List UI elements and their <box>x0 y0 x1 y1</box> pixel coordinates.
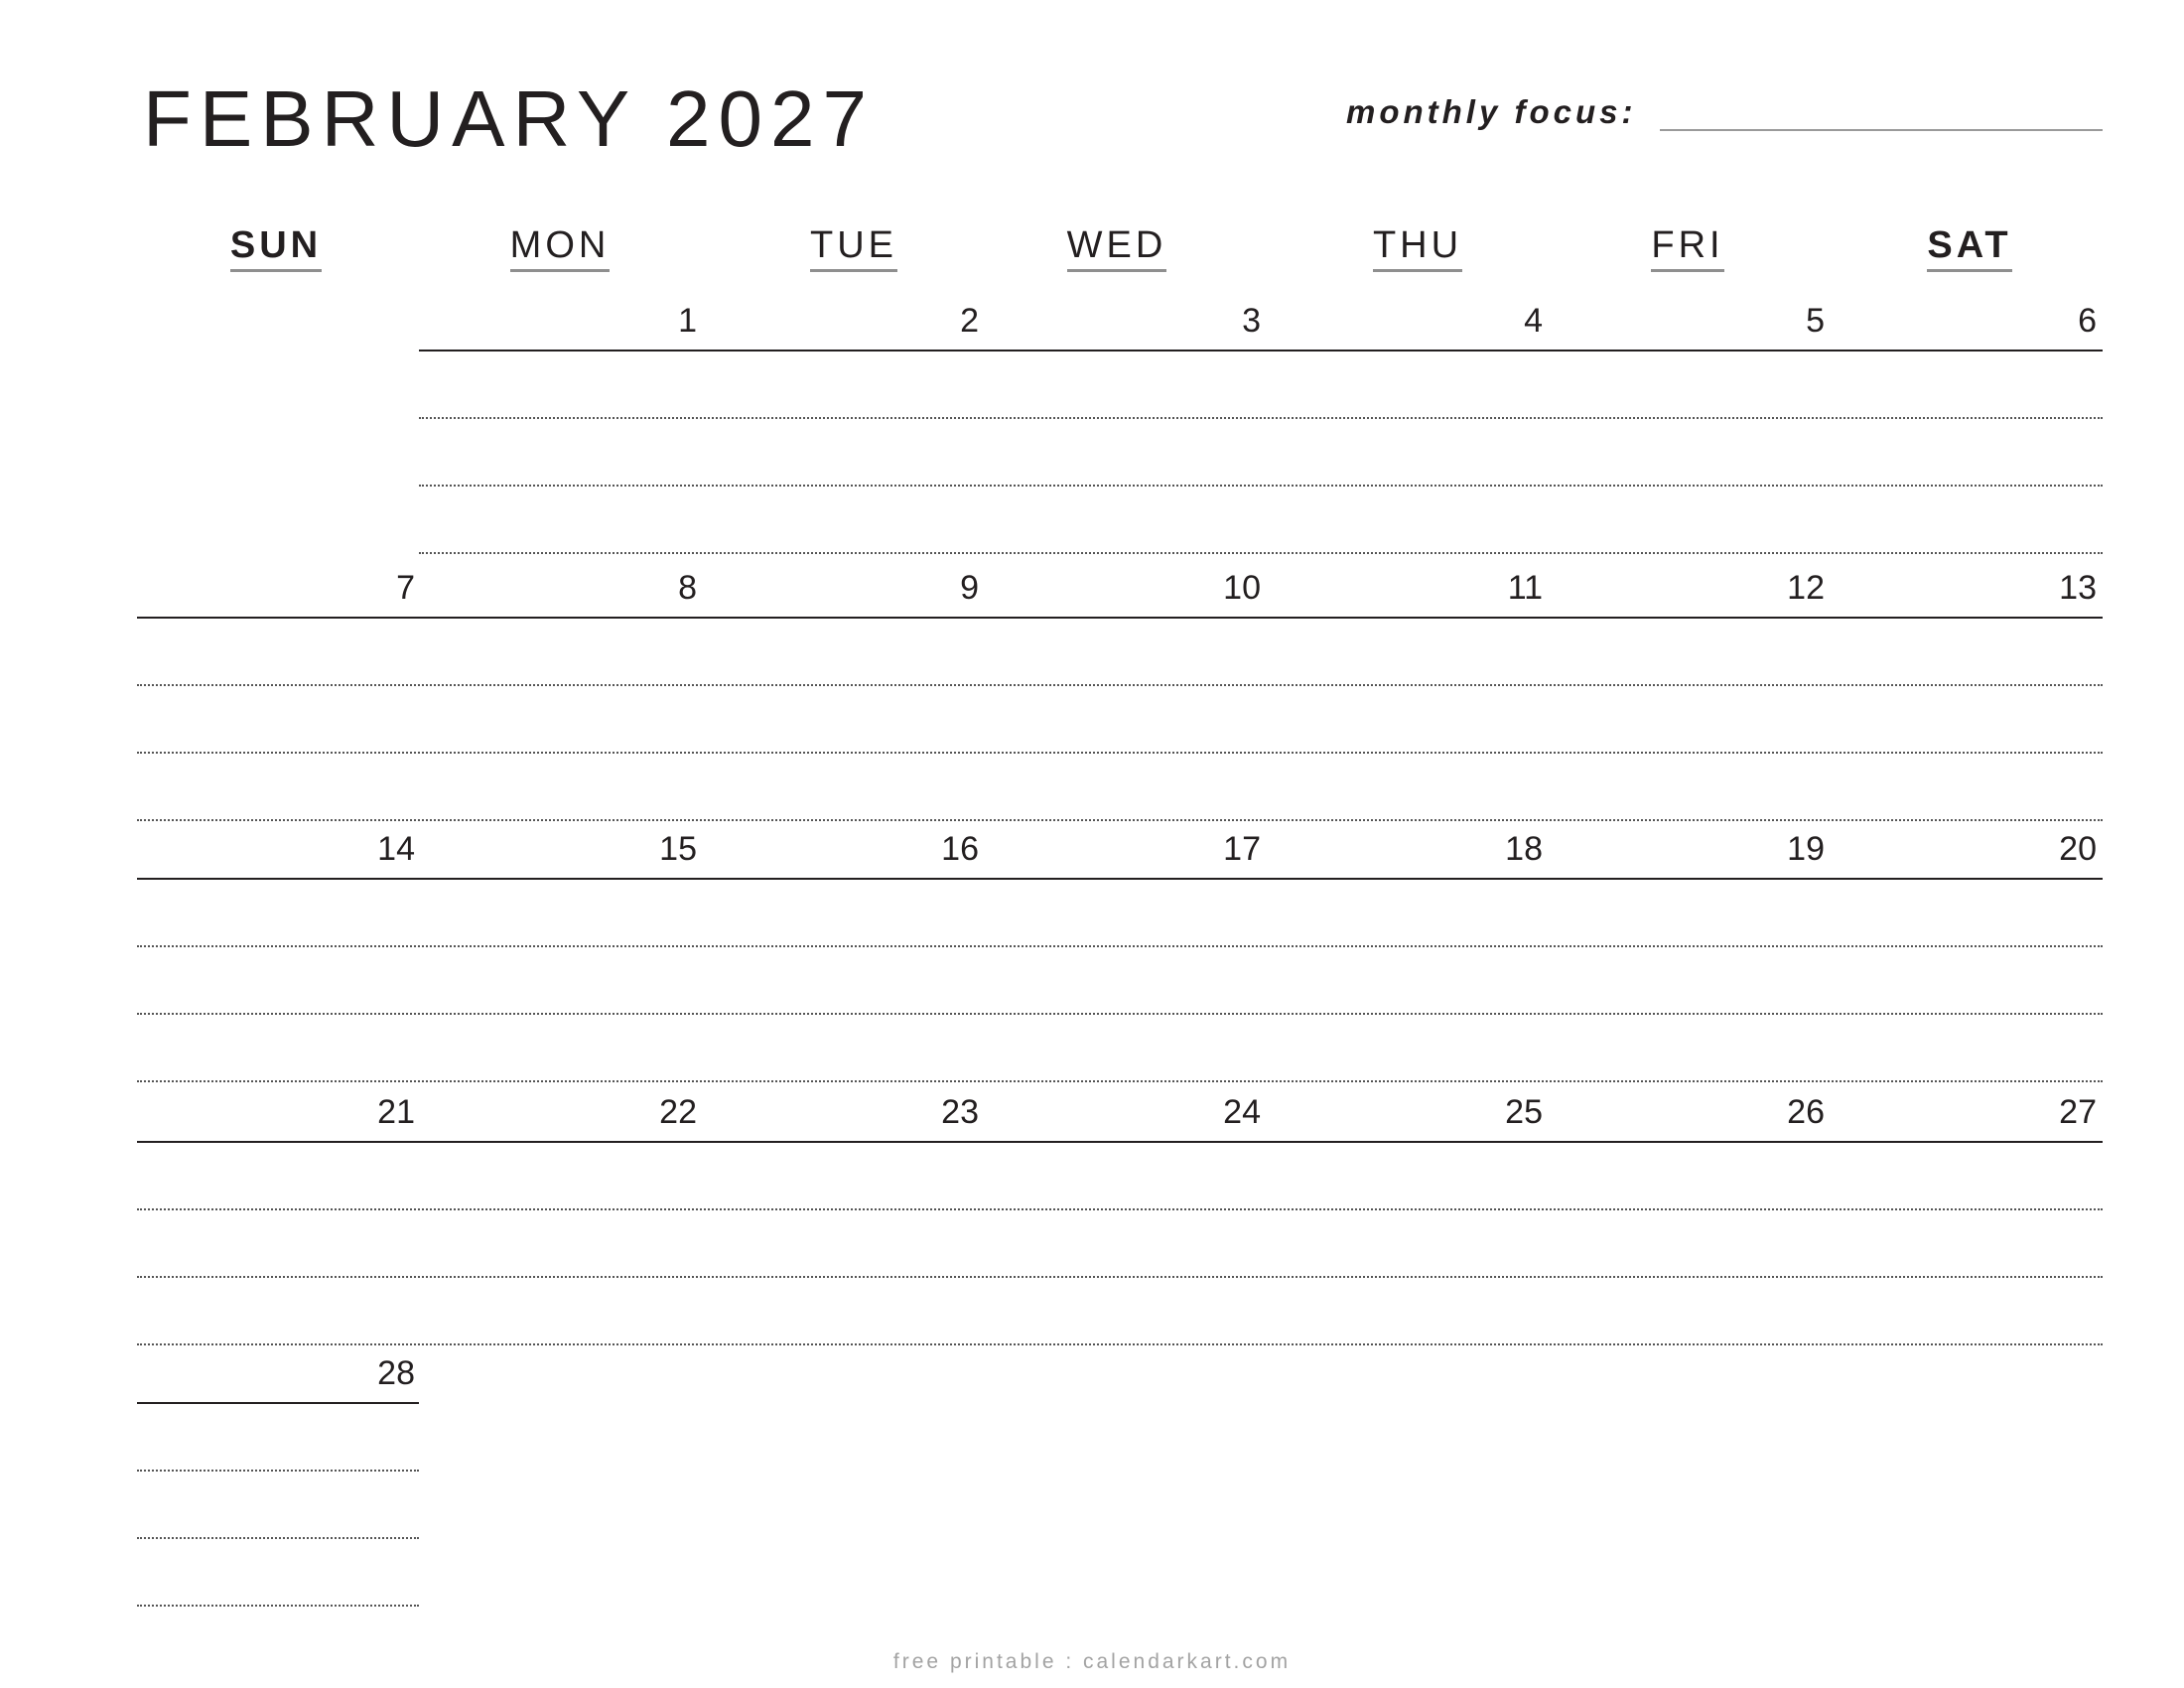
weekday-header-sun <box>135 226 417 272</box>
day-number-14: 14 <box>377 830 415 868</box>
day-number-8: 8 <box>678 569 697 607</box>
weekday-label: SUN <box>230 226 322 272</box>
week-divider <box>137 1402 419 1404</box>
weekday-header-fri <box>1547 226 1829 272</box>
writing-line[interactable] <box>137 945 2103 947</box>
monthly-focus-field[interactable] <box>1660 129 2103 131</box>
day-number-1: 1 <box>678 302 697 340</box>
day-number-10: 10 <box>1223 569 1261 607</box>
day-number-17: 17 <box>1223 830 1261 868</box>
day-number-9: 9 <box>960 569 979 607</box>
writing-line[interactable] <box>137 819 2103 821</box>
page-title: FEBRUARY 2027 <box>143 74 875 163</box>
day-number-12: 12 <box>1787 569 1825 607</box>
day-number-2: 2 <box>960 302 979 340</box>
weekday-header-wed <box>976 226 1258 272</box>
day-number-22: 22 <box>659 1093 697 1131</box>
writing-line[interactable] <box>137 1470 419 1472</box>
day-number-24: 24 <box>1223 1093 1261 1131</box>
day-number-11: 11 <box>1507 569 1543 607</box>
day-number-16: 16 <box>941 830 979 868</box>
writing-line[interactable] <box>137 684 2103 686</box>
day-number-4: 4 <box>1524 302 1543 340</box>
day-number-21: 21 <box>377 1093 415 1131</box>
weekday-header-tue <box>713 226 995 272</box>
weekday-header-thu <box>1277 226 1559 272</box>
writing-line[interactable] <box>137 1208 2103 1210</box>
writing-line[interactable] <box>419 552 2103 554</box>
writing-line[interactable] <box>137 1276 2103 1278</box>
writing-line[interactable] <box>419 417 2103 419</box>
writing-line[interactable] <box>137 1013 2103 1015</box>
day-number-15: 15 <box>659 830 697 868</box>
day-number-27: 27 <box>2059 1093 2097 1131</box>
weekday-label: WED <box>1067 226 1167 272</box>
weekday-header-sat <box>1829 226 2111 272</box>
day-number-6: 6 <box>2078 302 2097 340</box>
week-divider <box>137 1141 2103 1143</box>
writing-line[interactable] <box>137 1537 419 1539</box>
writing-line[interactable] <box>137 752 2103 754</box>
week-divider <box>137 878 2103 880</box>
weekday-label: SAT <box>1927 226 2011 272</box>
writing-line[interactable] <box>137 1343 2103 1345</box>
week-divider <box>137 617 2103 619</box>
day-number-20: 20 <box>2059 830 2097 868</box>
weekday-header-mon <box>419 226 701 272</box>
day-number-19: 19 <box>1787 830 1825 868</box>
monthly-focus-label: monthly focus: <box>1346 93 1637 130</box>
weekday-label: FRI <box>1651 226 1723 272</box>
day-number-13: 13 <box>2059 569 2097 607</box>
writing-line[interactable] <box>137 1605 419 1607</box>
day-number-28: 28 <box>377 1354 415 1392</box>
writing-line[interactable] <box>137 1080 2103 1082</box>
day-number-3: 3 <box>1242 302 1261 340</box>
writing-line[interactable] <box>419 485 2103 487</box>
day-number-23: 23 <box>941 1093 979 1131</box>
day-number-7: 7 <box>396 569 415 607</box>
day-number-25: 25 <box>1505 1093 1543 1131</box>
weekday-label: THU <box>1373 226 1462 272</box>
day-number-5: 5 <box>1806 302 1825 340</box>
week-divider <box>419 350 2103 352</box>
weekday-label: MON <box>510 226 611 272</box>
footer-credit: free printable : calendarkart.com <box>892 1650 1292 1673</box>
day-number-26: 26 <box>1787 1093 1825 1131</box>
weekday-label: TUE <box>810 226 897 272</box>
day-number-18: 18 <box>1505 830 1543 868</box>
